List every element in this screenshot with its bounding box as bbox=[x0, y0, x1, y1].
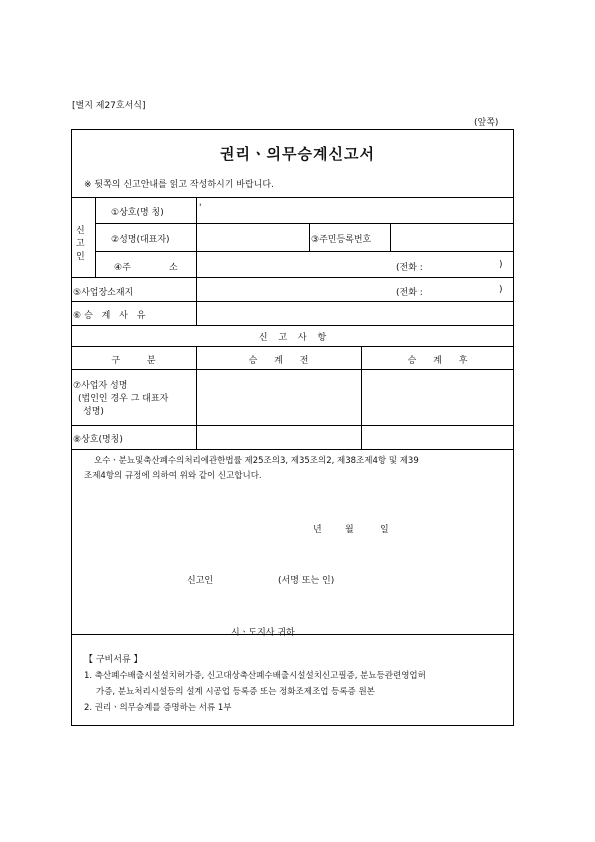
operator-label-2: (법인인 경우 그 대표자 bbox=[78, 394, 169, 404]
line-h10 bbox=[71, 449, 514, 450]
signer-label: 신고인 bbox=[187, 576, 214, 586]
operator-after-field[interactable] bbox=[362, 370, 513, 424]
workplace-field[interactable] bbox=[197, 278, 387, 300]
documents-header: 【 구비서류 】 bbox=[84, 655, 143, 665]
trade-name-before-field[interactable] bbox=[197, 426, 360, 448]
operator-before-field[interactable] bbox=[197, 370, 360, 424]
company-label: ①상호(명 칭) bbox=[111, 208, 164, 218]
signer-sign: (서명 또는 인) bbox=[278, 576, 335, 586]
operator-label-1: ⑦사업자 성명 bbox=[73, 381, 128, 391]
documents-item-1-line-2: 가증, 분뇨처리시설등의 설계 시공업 등록증 또는 정화조제조업 등록증 원본 bbox=[96, 687, 375, 697]
notice-text: ※ 뒷쪽의 신고안내를 읽고 작성하시기 바랍니다. bbox=[84, 180, 274, 190]
col-before: 승 계 전 bbox=[248, 356, 309, 366]
address-label-b: 소 bbox=[169, 263, 178, 273]
reporter-label-2: 고 bbox=[76, 239, 85, 249]
declaration-line-1: 오수ㆍ분뇨및축산폐수의처리에관한법률 제25조의3, 제35조의2, 제38조제4항 및 제39 bbox=[94, 456, 419, 466]
trade-name-after-field[interactable] bbox=[362, 426, 513, 448]
line-v-reporter bbox=[95, 197, 96, 277]
date-day: 일 bbox=[380, 525, 389, 535]
address-phone-close: ) bbox=[499, 260, 503, 270]
line-h7 bbox=[71, 346, 514, 347]
name-label: ②성명(대표자) bbox=[111, 235, 170, 245]
line-h6 bbox=[71, 325, 514, 326]
documents-item-1-line-1: 1. 축산폐수배출시설설치허가증, 신고대상축산폐수배출시설설치신고필증, 분뇨등관련영업허 bbox=[84, 671, 426, 681]
company-field[interactable]: ' bbox=[199, 203, 202, 213]
form-title: 권리ㆍ의무승계신고서 bbox=[220, 145, 375, 163]
reason-label: ⑥승 계 사 유 bbox=[73, 311, 149, 321]
address-field[interactable] bbox=[197, 252, 387, 276]
workplace-phone-close: ) bbox=[499, 285, 503, 295]
report-items-header: 신 고 사 항 bbox=[258, 333, 327, 343]
date-month: 월 bbox=[345, 525, 354, 535]
declaration-line-2: 조제4항의 규정에 의하여 위와 같이 신고합니다. bbox=[84, 471, 262, 481]
col-category: 구 분 bbox=[111, 356, 156, 366]
page-side-label: (앞쪽) bbox=[474, 118, 499, 128]
address-phone-label: (전화 : bbox=[396, 263, 423, 273]
address-label-a: ④주 bbox=[114, 263, 131, 273]
documents-item-2: 2. 권리ㆍ의무승계를 증명하는 서류 1부 bbox=[84, 703, 232, 713]
line-h1 bbox=[71, 197, 514, 198]
form-id: [별지 제27호서식] bbox=[72, 101, 146, 111]
resident-no-field[interactable] bbox=[391, 224, 513, 250]
reason-field[interactable] bbox=[197, 302, 513, 324]
trade-name-label: ⑧상호(명칭) bbox=[73, 435, 123, 445]
col-after: 승 계 후 bbox=[407, 356, 468, 366]
line-v-resident-a bbox=[309, 223, 310, 251]
reporter-label-3: 인 bbox=[76, 252, 85, 262]
resident-no-label: ③주민등록번호 bbox=[311, 235, 372, 245]
operator-label-3: 성명) bbox=[83, 407, 104, 417]
addressee: 시ㆍ도지사 귀하 bbox=[231, 628, 295, 638]
workplace-phone-label: (전화 : bbox=[396, 288, 423, 298]
name-field[interactable] bbox=[197, 224, 308, 250]
workplace-label: ⑤사업장소재지 bbox=[73, 288, 134, 298]
date-year: 년 bbox=[313, 525, 322, 535]
reporter-label-1: 신 bbox=[76, 226, 85, 236]
